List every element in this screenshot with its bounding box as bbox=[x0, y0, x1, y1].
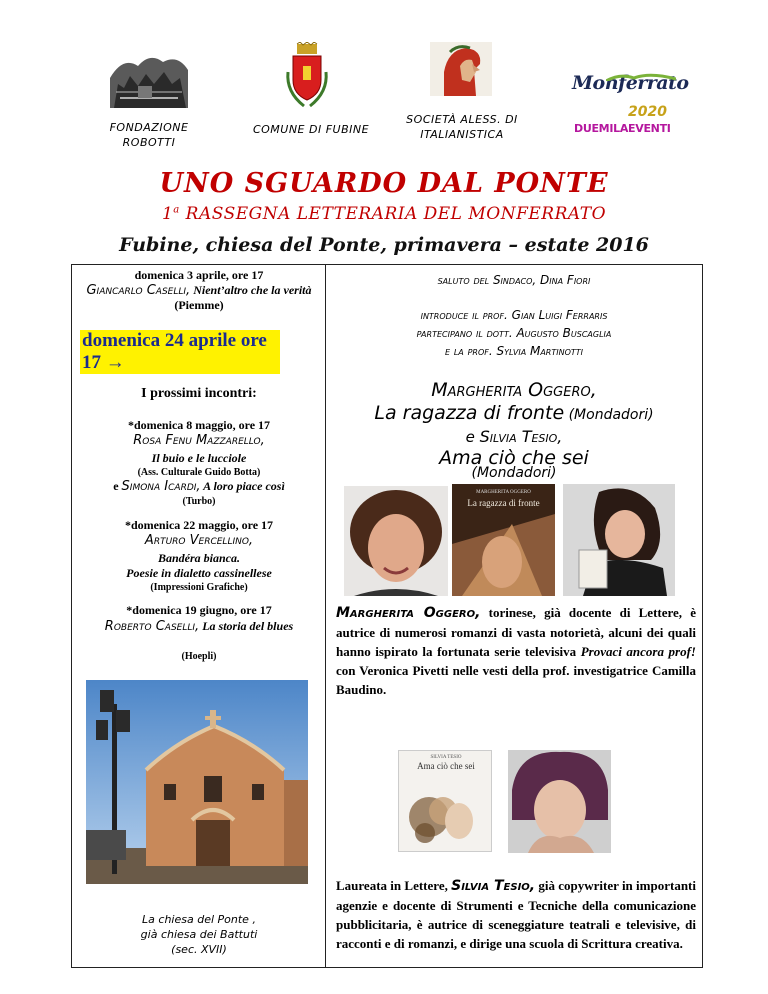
monferrato-year: 2020 bbox=[628, 104, 667, 120]
silvia-tesio-reading-photo bbox=[563, 484, 675, 596]
church-caption-line2: già chiesa dei Battuti bbox=[140, 928, 258, 941]
fondazione-robotti-logo bbox=[108, 48, 190, 110]
book-cover-la-ragazza-di-fronte: MARGHERITA OGGERO La ragazza di fronte bbox=[452, 484, 555, 596]
event1-second-author: e Simona Icardi, A loro piace così bbox=[113, 479, 285, 494]
next-events-heading: I prossimi incontri: bbox=[141, 386, 257, 401]
comune-fubine-coat-of-arms bbox=[284, 42, 330, 110]
silvia-tesio-portrait bbox=[508, 750, 611, 853]
guest-book-2: Ama ciò che sei bbox=[439, 447, 589, 469]
current-event-highlight: domenica 24 aprile ore 17 → bbox=[80, 330, 280, 374]
event2-publisher: (Impressioni Grafiche) bbox=[150, 582, 248, 593]
past-event-author: Giancarlo Caselli, bbox=[86, 283, 191, 298]
event1-second-publisher: (Turbo) bbox=[182, 496, 216, 507]
oggero-bio: Margherita Oggero, torinese, già docente di Lettere, è autrice di numerosi romanzi di vasta notorietà, alcuni dei quali hanno ispirato la fortunata serie televisiva Provaci ancora prof! con Veronica Pivetti nelle vesti della prof. investigatrice Camilla Baudino. bbox=[336, 605, 696, 697]
event1-title: Il buio e le lucciole bbox=[151, 451, 247, 465]
past-event-date: domenica 3 aprile, ore 17 bbox=[134, 268, 264, 282]
monferrato-hills-icon bbox=[606, 68, 676, 76]
margherita-oggero-photo bbox=[344, 486, 448, 596]
comune-fubine-label: COMUNE DI FUBINE bbox=[252, 123, 370, 136]
church-caption-line1: La chiesa del Ponte , bbox=[142, 913, 256, 926]
monferrato-subtitle: DUEMILAEVENTI bbox=[574, 122, 671, 135]
column-divider bbox=[325, 264, 326, 968]
event1-date: *domenica 8 maggio, ore 17 bbox=[127, 418, 271, 432]
guest-book-2-publisher: (Mondadori) bbox=[471, 465, 557, 481]
event-location: Fubine, chiesa del Ponte, primavera – estate 2016 bbox=[119, 234, 649, 256]
event-edition: 1$^a$ RASSEGNA LETTERARIA DEL MONFERRATO bbox=[161, 204, 607, 224]
monferrato-wordmark: Monferrato bbox=[572, 72, 689, 94]
event2-title: Bandéra bianca. bbox=[157, 551, 240, 565]
dante-portrait-logo bbox=[430, 42, 492, 96]
event2-author: Arturo Vercellino, bbox=[144, 533, 254, 548]
participants-line1: partecipano il dott. Augusto Buscaglia bbox=[416, 326, 612, 340]
event1-publisher: (Ass. Culturale Guido Botta) bbox=[137, 467, 261, 478]
monferrato-2020-logo bbox=[572, 66, 689, 142]
fondazione-robotti-label: FONDAZIONE ROBOTTI bbox=[109, 121, 189, 149]
event2-subtitle: Poesie in dialetto cassinellese bbox=[126, 566, 272, 580]
guest-author-2: e Silvia Tesio, bbox=[465, 427, 563, 446]
book-cover-ama-cio-che-sei: SILVIA TESIO Ama ciò che sei bbox=[398, 750, 492, 852]
event1-author: Rosa Fenu Mazzarello, bbox=[133, 433, 265, 448]
mayor-greeting: saluto del Sindaco, Dina Fiori bbox=[437, 273, 591, 287]
event3-publisher: (Hoepli) bbox=[181, 651, 217, 662]
church-photo bbox=[86, 680, 308, 884]
event2-date: *domenica 22 maggio, ore 17 bbox=[124, 518, 274, 532]
event-title: UNO SGUARDO DAL PONTE bbox=[159, 168, 609, 199]
societa-italianistica-label: SOCIETÀ ALESS. DI ITALIANISTICA bbox=[406, 113, 518, 141]
event3-date: *domenica 19 giugno, ore 17 bbox=[126, 603, 272, 617]
church-caption-line3: (sec. XVII) bbox=[171, 943, 227, 956]
guest-author-1: Margherita Oggero, bbox=[431, 379, 597, 401]
event3: Roberto Caselli, La storia del blues bbox=[104, 619, 294, 634]
introduction-line: introduce il prof. Gian Luigi Ferraris bbox=[420, 308, 608, 322]
tesio-bio: Laureata in Lettere, Silvia Tesio, già copywriter in importanti agenzie e docente di Strumenti e Tecniche della comunicazione pubblicitaria, è autrice di sceneggiature teatrali e televisive, di racconti e di romanzi, e dirige una scuola di Scrittura creativa. bbox=[336, 878, 696, 951]
guest-book-1: La ragazza di fronte (Mondadori) bbox=[374, 402, 654, 424]
past-event: Giancarlo Caselli, Nient’altro che la verità (Piemme) bbox=[86, 283, 312, 312]
participants-line2: e la prof. Sylvia Martinotti bbox=[444, 344, 584, 358]
